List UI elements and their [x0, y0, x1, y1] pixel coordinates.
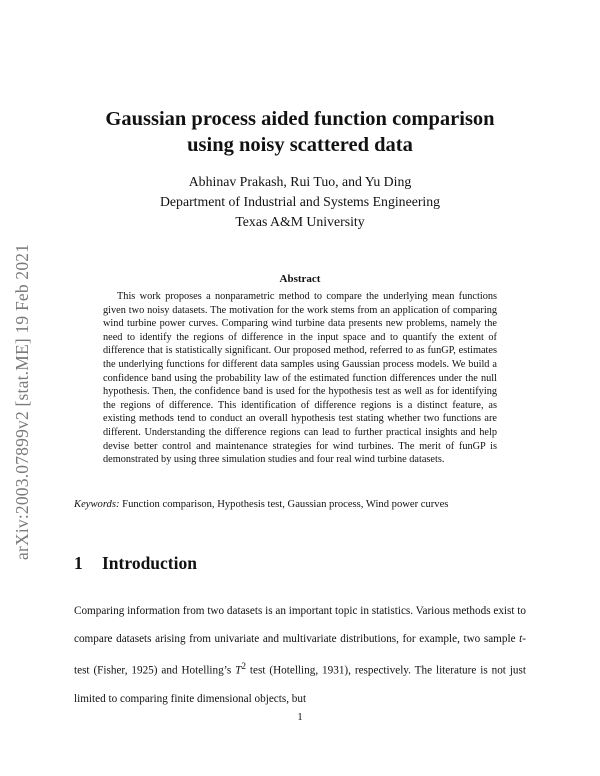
- section-number: 1: [74, 553, 83, 573]
- intro-text-part-2: -test (Fisher, 1925) and Hotelling’s: [74, 633, 526, 678]
- introduction-paragraph: [74, 597, 526, 714]
- t-test-variable: t: [519, 633, 523, 646]
- author-block: [60, 172, 540, 232]
- abstract-heading: Abstract: [279, 273, 321, 285]
- abstract-text: This work proposes a nonparametric method to compare the underlying mean functions given two noisy datasets. The motivation for the work stems from an application of comparing wind turbine power curves. Comparing wind turbine data presents new problems, namely the need to identify the regions of difference in the input space and to quantify the extent of difference that is statistically significant. Our proposed method, referred to as funGP, estimates the underlying functions for different data samples using Gaussian process models. We build a confidence band using the probability law of the estimated function differences under the null hypothesis. Then, the confidence band is used for the hypothesis test as well as for identifying the regions of difference. This identification of difference regions is a distinct feature, as existing methods tend to conduct an overall hypothesis test stating whether two functions are different. Understanding the difference regions can lead to further practical insights and help devise better control and maintenance strategies for wind turbines. The merit of funGP is demonstrated by using three simulation studies and four real wind turbine datasets.: [103, 291, 497, 466]
- keywords-text: Function comparison, Hypothesis test, Gaussian process, Wind power curves: [122, 499, 449, 510]
- intro-text-part-1: Comparing information from two datasets is an important topic in statistics. Various methods exist to compare datasets arising from univariate and multivariate distributions, for example, two sample: [74, 605, 526, 646]
- section-heading: [74, 553, 197, 574]
- affiliation-department: Department of Industrial and Systems Engineering: [159, 194, 441, 209]
- paper-title: [60, 106, 540, 158]
- section-title: Introduction: [102, 553, 197, 573]
- hotelling-variable: T: [235, 665, 242, 678]
- hotelling-exponent: 2: [241, 662, 246, 673]
- page-number: 1: [297, 711, 303, 723]
- arxiv-identifier-stamp: arXiv:2003.07899v2 [stat.ME] 19 Feb 2021: [12, 243, 32, 560]
- title-line-1: Gaussian process aided function comparison: [105, 108, 495, 130]
- title-line-2: using noisy scattered data: [187, 134, 413, 156]
- author-names: Abhinav Prakash, Rui Tuo, and Yu Ding: [188, 174, 412, 189]
- intro-text-part-3: test (Hotelling, 1931), respectively. The literature is not just limited to comparing finite dimensional objects, but: [74, 665, 526, 706]
- affiliation-university: Texas A&M University: [235, 214, 365, 229]
- keywords-label: Keywords:: [74, 499, 120, 510]
- keywords-line: [74, 498, 534, 512]
